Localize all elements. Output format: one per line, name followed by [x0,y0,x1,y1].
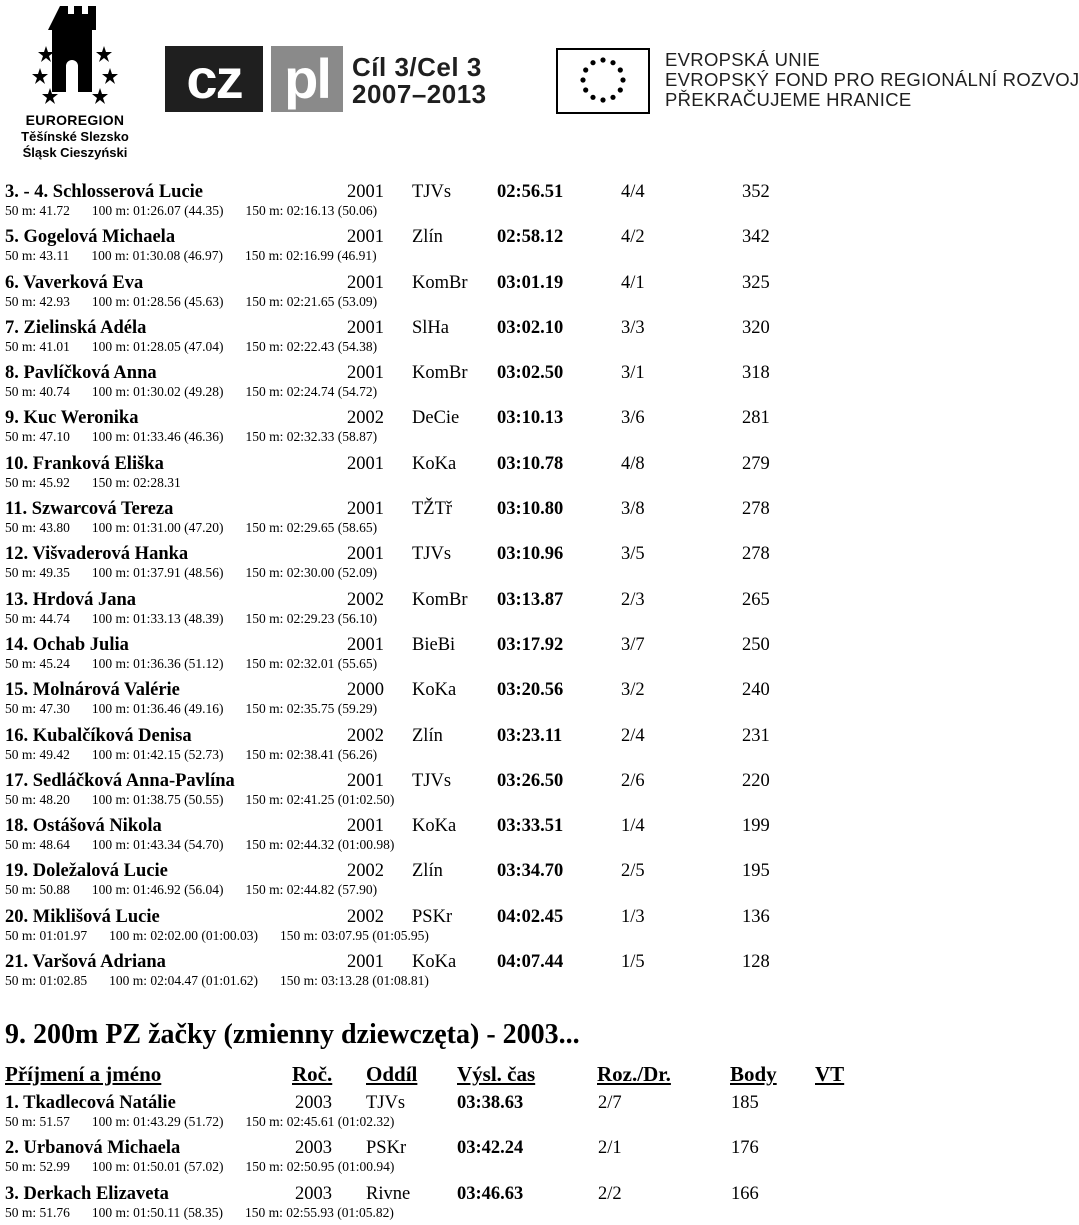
eu-line-1: EVROPSKÁ UNIE [665,49,821,70]
split-times [5,520,399,536]
birth-year: 2001 [347,634,384,655]
heat-lane: 2/4 [621,725,645,746]
split-times [5,203,399,219]
result-time: 04:02.45 [497,906,564,927]
club-name: PSKr [412,906,453,927]
split-times [5,294,399,310]
split-times [5,248,399,264]
result-time: 03:10.78 [497,453,564,474]
swimmer-name: 12. Višvaderová Hanka [5,544,189,565]
split-time: 50 m: 01:01.97 [5,927,88,943]
split-times [5,475,203,491]
euroregion-subtitle-pl: Śląsk Cieszyński [22,145,128,160]
club-name: BieBi [412,634,456,655]
points: 318 [742,363,770,384]
result-time: 03:02.10 [497,317,564,338]
birth-year: 2003 [295,1138,332,1159]
points: 325 [742,272,770,293]
split-time: 100 m: 01:26.07 (44.35) [91,203,224,218]
split-time: 150 m: 02:22.43 (54.38) [245,338,378,354]
split-times [5,656,399,672]
split-time: 100 m: 01:28.05 (47.04) [91,338,224,354]
split-time: 100 m: 01:33.13 (48.39) [91,610,224,626]
split-time: 150 m: 02:35.75 (59.29) [245,701,378,717]
split-times [5,384,399,400]
column-header-name: Příjmení a jméno [5,1062,162,1086]
result-time: 03:34.70 [497,861,564,882]
club-name: TJVs [412,770,452,791]
points: 281 [742,408,770,429]
heat-lane: 3/6 [621,408,645,429]
split-time: 150 m: 02:24.74 (54.72) [245,384,378,400]
heat-lane: 4/1 [621,272,645,293]
table-row [0,767,960,812]
points: 185 [731,1093,759,1113]
club-name: KomBr [412,272,468,293]
column-header-heat-lane: Roz./Dr. [597,1062,671,1086]
heat-lane: 2/3 [621,589,645,610]
club-name: TJVs [412,182,452,202]
club-name: Zlín [412,725,443,746]
split-times [5,792,416,808]
birth-year: 2001 [347,816,384,837]
points: 136 [742,906,770,927]
result-line [0,1180,960,1206]
split-time: 150 m: 02:32.33 (58.87) [245,429,378,445]
euroregion-subtitle-cz: Těšínské Slezsko [21,129,129,144]
split-time: 150 m: 02:41.25 (01:02.50) [245,791,395,807]
euroregion-logo [10,2,140,168]
result-line [0,722,960,748]
swimmer-name: 5. Gogelová Michaela [5,227,176,248]
split-time: 50 m: 49.42 [5,746,70,762]
heat-lane: 3/1 [621,363,645,384]
result-time: 03:42.24 [457,1138,524,1159]
swimmer-name: 14. Ochab Julia [5,634,129,655]
split-time: 50 m: 41.72 [5,203,70,218]
event-title: 9. 200m PZ žačky (zmienny dziewczęta) - 2003... [5,1019,580,1050]
points: 220 [742,770,770,791]
table-row [0,178,960,223]
split-times [5,747,399,763]
points: 176 [731,1138,759,1159]
column-headers [0,1062,960,1090]
result-line [0,1089,960,1115]
club-name: Rivne [366,1183,411,1204]
heat-lane: 4/4 [621,182,645,202]
result-line [0,223,960,249]
swimmer-name: 6. Vaverková Eva [5,272,144,293]
split-time: 50 m: 51.57 [5,1114,70,1129]
split-time: 50 m: 47.10 [5,429,70,445]
points: 278 [742,499,770,520]
result-line [0,404,960,430]
programme-period: 2007–2013 [352,79,487,109]
club-name: KomBr [412,589,468,610]
column-header-year: Roč. [292,1062,333,1086]
split-time: 150 m: 02:32.01 (55.65) [245,655,378,671]
column-header-club: Oddíl [366,1062,418,1086]
swimmer-name: 3. - 4. Schlosserová Lucie [5,182,204,202]
birth-year: 2003 [295,1093,332,1113]
result-time: 03:46.63 [457,1183,524,1204]
heat-lane: 1/4 [621,816,645,837]
result-line [0,812,960,838]
table-row [0,857,960,902]
birth-year: 2002 [347,725,384,746]
table-row [0,903,960,948]
split-times [5,1205,416,1221]
club-name: KoKa [412,453,457,474]
split-time: 50 m: 44.74 [5,610,70,626]
split-time: 50 m: 47.30 [5,701,70,717]
result-line [0,178,960,204]
swimmer-name: 18. Ostášová Nikola [5,816,162,837]
split-times [5,973,451,989]
table-row [0,495,960,540]
heat-lane: 2/5 [621,861,645,882]
result-line [0,586,960,612]
result-line [0,1134,960,1160]
heat-lane: 4/8 [621,453,645,474]
birth-year: 2001 [347,770,384,791]
swimmer-name: 2. Urbanová Michaela [5,1138,181,1159]
split-time: 50 m: 40.74 [5,384,70,400]
swimmer-name: 8. Pavlíčková Anna [5,363,157,384]
club-name: KoKa [412,680,457,701]
birth-year: 2002 [347,861,384,882]
table-row [0,1180,960,1225]
club-name: Zlín [412,861,443,882]
table-row [0,450,960,495]
result-line [0,857,960,883]
split-time: 50 m: 48.64 [5,837,70,853]
table-row [0,223,960,268]
event2-results-list [0,1089,960,1225]
split-times [5,339,399,355]
club-name: TŽTř [412,499,453,520]
club-name: SlHa [412,317,449,338]
heat-lane: 4/2 [621,227,645,248]
points: 320 [742,317,770,338]
split-time: 100 m: 01:42.15 (52.73) [91,746,224,762]
page-header [0,0,1079,172]
eu-fund-label [665,50,1079,110]
split-time: 50 m: 43.11 [5,248,70,264]
result-line [0,359,960,385]
swimmer-name: 7. Zielinská Adéla [5,317,147,338]
birth-year: 2001 [347,544,384,565]
club-name: TJVs [412,544,452,565]
table-row [0,1089,960,1134]
heat-lane: 3/3 [621,317,645,338]
czpl-logo-cz: cz [165,46,263,112]
split-time: 100 m: 01:36.46 (49.16) [91,701,224,717]
table-row [0,404,960,449]
club-name: Zlín [412,227,443,248]
birth-year: 2001 [347,317,384,338]
split-times [5,611,399,627]
club-name: DeCie [412,408,460,429]
swimmer-name: 9. Kuc Weronika [5,408,139,429]
heat-lane: 3/5 [621,544,645,565]
table-row [0,314,960,359]
heat-lane: 3/2 [621,680,645,701]
result-time: 03:38.63 [457,1093,524,1113]
split-time: 50 m: 50.88 [5,882,70,898]
club-name: KoKa [412,952,457,973]
birth-year: 2001 [347,363,384,384]
result-time: 03:26.50 [497,770,564,791]
split-time: 150 m: 02:45.61 (01:02.32) [245,1114,395,1129]
club-name: KoKa [412,816,457,837]
eu-stars-icon [558,50,648,112]
birth-year: 2001 [347,182,384,202]
split-time: 150 m: 02:16.13 (50.06) [245,203,378,218]
swimmer-name: 1. Tkadlecová Natálie [5,1093,176,1113]
club-name: PSKr [366,1138,407,1159]
table-row [0,359,960,404]
result-time: 04:07.44 [497,952,564,973]
split-time: 100 m: 01:33.46 (46.36) [91,429,224,445]
split-time: 100 m: 01:37.91 (48.56) [91,565,224,581]
result-line [0,676,960,702]
eu-flag-icon [556,48,650,114]
heat-lane: 2/6 [621,770,645,791]
swimmer-name: 3. Derkach Elizaveta [5,1183,169,1204]
split-time: 150 m: 02:29.23 (56.10) [245,610,378,626]
table-row [0,586,960,631]
result-time: 03:13.87 [497,589,564,610]
result-time: 03:23.11 [497,725,563,746]
split-time: 50 m: 43.80 [5,520,70,536]
result-time: 02:56.51 [497,182,564,202]
swimmer-name: 17. Sedláčková Anna-Pavlína [5,770,235,791]
result-time: 03:01.19 [497,272,564,293]
split-time: 150 m: 03:13.28 (01:08.81) [280,973,429,989]
results-list [0,178,960,993]
programme-label [352,54,487,108]
split-times [5,882,399,898]
table-row [0,722,960,767]
split-times [5,565,399,581]
table-row [0,540,960,585]
heat-lane: 1/3 [621,906,645,927]
points: 199 [742,816,770,837]
birth-year: 2001 [347,453,384,474]
split-time: 100 m: 01:30.02 (49.28) [91,384,224,400]
split-times [5,1114,416,1130]
split-time: 100 m: 01:38.75 (50.55) [91,791,224,807]
eu-line-2: EVROPSKÝ FOND PRO REGIONÁLNÍ ROZVOJ [665,69,1079,90]
split-times [5,928,451,944]
table-row [0,812,960,857]
points: 195 [742,861,770,882]
split-time: 150 m: 02:38.41 (56.26) [245,746,378,762]
split-time: 100 m: 02:04.47 (01:01.62) [109,973,259,989]
points: 265 [742,589,770,610]
result-time: 03:20.56 [497,680,564,701]
swimmer-name: 21. Varšová Adriana [5,952,166,973]
points: 278 [742,544,770,565]
column-header-points: Body [730,1062,777,1086]
split-time: 150 m: 02:16.99 (46.91) [245,248,377,264]
split-time: 100 m: 01:30.08 (46.97) [91,248,224,264]
split-times [5,1159,416,1175]
split-time: 100 m: 01:46.92 (56.04) [91,882,224,898]
swimmer-name: 13. Hrdová Jana [5,589,137,610]
split-time: 50 m: 52.99 [5,1159,70,1175]
heat-lane: 1/5 [621,952,645,973]
result-line [0,767,960,793]
heat-lane: 2/1 [598,1138,622,1159]
birth-year: 2002 [347,408,384,429]
split-times [5,837,416,853]
result-line [0,540,960,566]
result-time: 02:58.12 [497,227,564,248]
column-header-time: Výsl. čas [457,1062,536,1086]
czpl-logo-pl: pl [271,46,343,112]
table-row [0,948,960,993]
table-row [0,676,960,721]
points: 342 [742,227,770,248]
split-time: 100 m: 01:50.11 (58.35) [91,1204,224,1220]
euroregion-title: EUROREGION [25,112,125,128]
result-line [0,903,960,929]
split-time: 150 m: 02:55.93 (01:05.82) [245,1204,394,1220]
split-time: 150 m: 02:44.82 (57.90) [245,882,378,898]
swimmer-name: 10. Franková Eliška [5,453,164,474]
club-name: KomBr [412,363,468,384]
birth-year: 2001 [347,272,384,293]
split-time: 150 m: 02:29.65 (58.65) [245,520,378,536]
eu-line-3: PŘEKRAČUJEME HRANICE [665,89,912,110]
swimmer-name: 19. Doležalová Lucie [5,861,168,882]
split-time: 50 m: 48.20 [5,791,70,807]
split-time: 50 m: 49.35 [5,565,70,581]
split-time: 150 m: 02:28.31 [91,474,181,490]
birth-year: 2003 [295,1183,332,1204]
table-row [0,1134,960,1179]
birth-year: 2002 [347,906,384,927]
result-line [0,631,960,657]
split-times [5,701,399,717]
column-header-vt: VT [815,1062,845,1086]
birth-year: 2002 [347,589,384,610]
result-time: 03:02.50 [497,363,564,384]
birth-year: 2001 [347,227,384,248]
birth-year: 2001 [347,952,384,973]
split-time: 100 m: 01:50.01 (57.02) [91,1159,224,1175]
heat-lane: 2/2 [598,1183,622,1204]
split-time: 50 m: 41.01 [5,338,70,354]
points: 279 [742,453,770,474]
split-time: 50 m: 45.24 [5,655,70,671]
birth-year: 2000 [347,680,384,701]
split-time: 150 m: 02:21.65 (53.09) [245,293,378,309]
swimmer-name: 16. Kubalčíková Denisa [5,725,192,746]
result-line [0,314,960,340]
split-time: 50 m: 42.93 [5,293,70,309]
points: 231 [742,725,770,746]
split-time: 100 m: 01:28.56 (45.63) [91,293,224,309]
split-time: 100 m: 01:43.34 (54.70) [91,837,224,853]
castle-tower-icon [32,2,118,110]
programme-goal: Cíl 3/Cel 3 [352,52,482,82]
table-row [0,269,960,314]
result-line [0,450,960,476]
heat-lane: 2/7 [598,1093,622,1113]
result-time: 03:10.96 [497,544,564,565]
split-time: 100 m: 01:36.36 (51.12) [91,655,224,671]
result-time: 03:10.80 [497,499,564,520]
points: 128 [742,952,770,973]
split-time: 150 m: 02:50.95 (01:00.94) [245,1159,395,1175]
points: 166 [731,1183,759,1204]
points: 240 [742,680,770,701]
split-time: 150 m: 02:30.00 (52.09) [245,565,378,581]
result-line [0,269,960,295]
result-time: 03:10.13 [497,408,564,429]
club-name: TJVs [366,1093,406,1113]
swimmer-name: 11. Szwarcová Tereza [5,499,174,520]
split-time: 100 m: 02:02.00 (01:00.03) [109,927,259,943]
split-time: 150 m: 03:07.95 (01:05.95) [280,927,429,943]
split-times [5,429,399,445]
split-time: 150 m: 02:44.32 (01:00.98) [245,837,395,853]
swimmer-name: 15. Molnárová Valérie [5,680,180,701]
points: 250 [742,634,770,655]
result-time: 03:33.51 [497,816,564,837]
birth-year: 2001 [347,499,384,520]
result-line [0,495,960,521]
split-time: 50 m: 51.76 [5,1204,70,1220]
heat-lane: 3/8 [621,499,645,520]
swimmer-name: 20. Miklišová Lucie [5,906,160,927]
split-time: 50 m: 01:02.85 [5,973,88,989]
result-time: 03:17.92 [497,634,564,655]
heat-lane: 3/7 [621,634,645,655]
points: 352 [742,182,770,202]
split-time: 100 m: 01:31.00 (47.20) [91,520,224,536]
split-time: 50 m: 45.92 [5,474,70,490]
table-row [0,631,960,676]
split-time: 100 m: 01:43.29 (51.72) [91,1114,224,1129]
result-line [0,948,960,974]
